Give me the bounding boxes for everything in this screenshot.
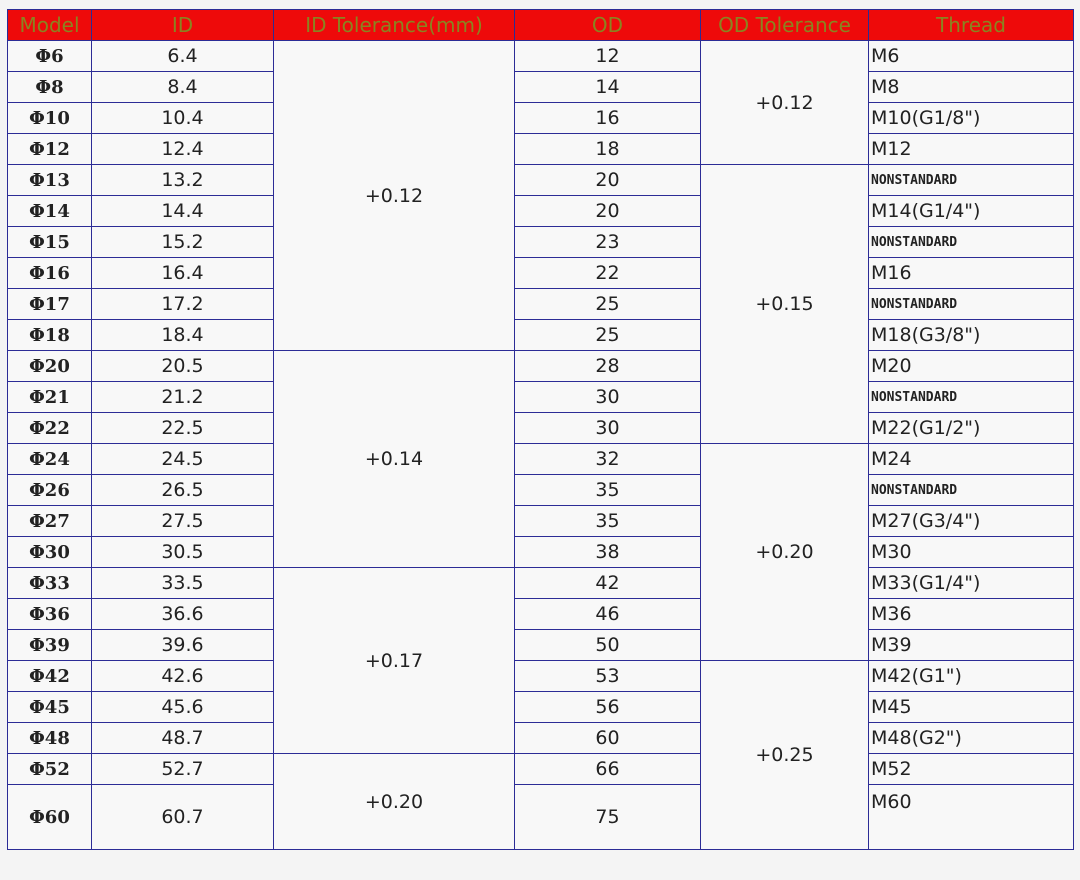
table-row	[8, 196, 1074, 227]
id-cell: 13.2	[92, 165, 274, 196]
od-cell: 25	[515, 289, 701, 320]
id-cell: 15.2	[92, 227, 274, 258]
model-cell: Φ60	[8, 785, 92, 850]
id-cell: 21.2	[92, 382, 274, 413]
thread-cell: M10(G1/8")	[869, 103, 1074, 134]
model-cell: Φ45	[8, 692, 92, 723]
thread-cell: M14(G1/4")	[869, 196, 1074, 227]
table-row	[8, 661, 1074, 692]
model-cell: Φ24	[8, 444, 92, 475]
model-cell: Φ36	[8, 599, 92, 630]
id-cell: 16.4	[92, 258, 274, 289]
id-cell: 24.5	[92, 444, 274, 475]
model-cell: Φ15	[8, 227, 92, 258]
id-cell: 33.5	[92, 568, 274, 599]
id-tolerance-cell: +0.20	[274, 754, 515, 850]
id-cell: 42.6	[92, 661, 274, 692]
od-tolerance-cell: +0.12	[701, 41, 869, 165]
id-cell: 39.6	[92, 630, 274, 661]
id-cell: 36.6	[92, 599, 274, 630]
thread-cell: M8	[869, 72, 1074, 103]
od-tolerance-cell: +0.15	[701, 165, 869, 444]
thread-cell: M42(G1")	[869, 661, 1074, 692]
id-cell: 10.4	[92, 103, 274, 134]
od-cell: 30	[515, 413, 701, 444]
thread-cell: M27(G3/4")	[869, 506, 1074, 537]
od-cell: 35	[515, 475, 701, 506]
table-row	[8, 630, 1074, 661]
od-cell: 75	[515, 785, 701, 850]
model-cell: Φ16	[8, 258, 92, 289]
id-cell: 8.4	[92, 72, 274, 103]
id-cell: 18.4	[92, 320, 274, 351]
od-cell: 53	[515, 661, 701, 692]
model-cell: Φ48	[8, 723, 92, 754]
table-row	[8, 537, 1074, 568]
od-cell: 20	[515, 165, 701, 196]
od-cell: 50	[515, 630, 701, 661]
table-row	[8, 103, 1074, 134]
id-cell: 22.5	[92, 413, 274, 444]
od-cell: 25	[515, 320, 701, 351]
table-row	[8, 258, 1074, 289]
model-cell: Φ52	[8, 754, 92, 785]
id-cell: 60.7	[92, 785, 274, 850]
od-cell: 38	[515, 537, 701, 568]
od-cell: 28	[515, 351, 701, 382]
table-row	[8, 754, 1074, 785]
thread-cell: M30	[869, 537, 1074, 568]
thread-cell: M20	[869, 351, 1074, 382]
spec-table	[7, 9, 1074, 850]
header-id-tolerance: ID Tolerance(mm)	[274, 10, 515, 41]
header-od: OD	[515, 10, 701, 41]
thread-cell: M18(G3/8")	[869, 320, 1074, 351]
od-cell: 56	[515, 692, 701, 723]
thread-cell: M22(G1/2")	[869, 413, 1074, 444]
id-cell: 12.4	[92, 134, 274, 165]
header-row	[8, 10, 1074, 41]
model-cell: Φ6	[8, 41, 92, 72]
header-thread: Thread	[869, 10, 1074, 41]
table-container	[7, 9, 1074, 850]
table-row	[8, 320, 1074, 351]
id-tolerance-cell: +0.14	[274, 351, 515, 568]
model-cell: Φ10	[8, 103, 92, 134]
table-row	[8, 785, 1074, 850]
table-row	[8, 289, 1074, 320]
id-cell: 30.5	[92, 537, 274, 568]
model-cell: Φ13	[8, 165, 92, 196]
thread-cell: M60	[869, 785, 1074, 850]
model-cell: Φ8	[8, 72, 92, 103]
od-cell: 30	[515, 382, 701, 413]
od-cell: 12	[515, 41, 701, 72]
thread-cell: M24	[869, 444, 1074, 475]
id-cell: 17.2	[92, 289, 274, 320]
table-row	[8, 134, 1074, 165]
thread-cell: M45	[869, 692, 1074, 723]
model-cell: Φ21	[8, 382, 92, 413]
table-row	[8, 382, 1074, 413]
od-cell: 14	[515, 72, 701, 103]
table-row	[8, 692, 1074, 723]
header-id: ID	[92, 10, 274, 41]
thread-cell: M16	[869, 258, 1074, 289]
od-tolerance-cell: +0.20	[701, 444, 869, 661]
thread-cell: M6	[869, 41, 1074, 72]
od-cell: 66	[515, 754, 701, 785]
od-cell: 46	[515, 599, 701, 630]
od-cell: 32	[515, 444, 701, 475]
id-cell: 26.5	[92, 475, 274, 506]
od-cell: 18	[515, 134, 701, 165]
model-cell: Φ39	[8, 630, 92, 661]
model-cell: Φ33	[8, 568, 92, 599]
table-row	[8, 568, 1074, 599]
table-row	[8, 444, 1074, 475]
table-row	[8, 599, 1074, 630]
model-cell: Φ14	[8, 196, 92, 227]
id-cell: 14.4	[92, 196, 274, 227]
table-row	[8, 41, 1074, 72]
od-cell: 20	[515, 196, 701, 227]
id-tolerance-cell: +0.17	[274, 568, 515, 754]
id-cell: 27.5	[92, 506, 274, 537]
model-cell: Φ22	[8, 413, 92, 444]
od-cell: 16	[515, 103, 701, 134]
thread-cell: NONSTANDARD	[869, 475, 1074, 506]
id-cell: 6.4	[92, 41, 274, 72]
thread-cell: M48(G2")	[869, 723, 1074, 754]
table-row	[8, 72, 1074, 103]
model-cell: Φ27	[8, 506, 92, 537]
thread-cell: M39	[869, 630, 1074, 661]
model-cell: Φ18	[8, 320, 92, 351]
od-cell: 35	[515, 506, 701, 537]
table-row	[8, 723, 1074, 754]
table-row	[8, 413, 1074, 444]
thread-cell: NONSTANDARD	[869, 227, 1074, 258]
header-od-tolerance: OD Tolerance	[701, 10, 869, 41]
thread-cell: NONSTANDARD	[869, 382, 1074, 413]
id-cell: 52.7	[92, 754, 274, 785]
od-cell: 60	[515, 723, 701, 754]
id-cell: 20.5	[92, 351, 274, 382]
table-row	[8, 351, 1074, 382]
table-row	[8, 165, 1074, 196]
thread-cell: M52	[869, 754, 1074, 785]
thread-cell: M33(G1/4")	[869, 568, 1074, 599]
model-cell: Φ20	[8, 351, 92, 382]
table-row	[8, 506, 1074, 537]
table-row	[8, 475, 1074, 506]
od-tolerance-cell: +0.25	[701, 661, 869, 850]
model-cell: Φ17	[8, 289, 92, 320]
id-cell: 48.7	[92, 723, 274, 754]
thread-cell: M36	[869, 599, 1074, 630]
model-cell: Φ12	[8, 134, 92, 165]
model-cell: Φ26	[8, 475, 92, 506]
od-cell: 23	[515, 227, 701, 258]
thread-cell: NONSTANDARD	[869, 165, 1074, 196]
thread-cell: NONSTANDARD	[869, 289, 1074, 320]
table-row	[8, 227, 1074, 258]
thread-cell: M12	[869, 134, 1074, 165]
model-cell: Φ42	[8, 661, 92, 692]
header-model: Model	[8, 10, 92, 41]
od-cell: 42	[515, 568, 701, 599]
id-cell: 45.6	[92, 692, 274, 723]
id-tolerance-cell: +0.12	[274, 41, 515, 351]
od-cell: 22	[515, 258, 701, 289]
model-cell: Φ30	[8, 537, 92, 568]
